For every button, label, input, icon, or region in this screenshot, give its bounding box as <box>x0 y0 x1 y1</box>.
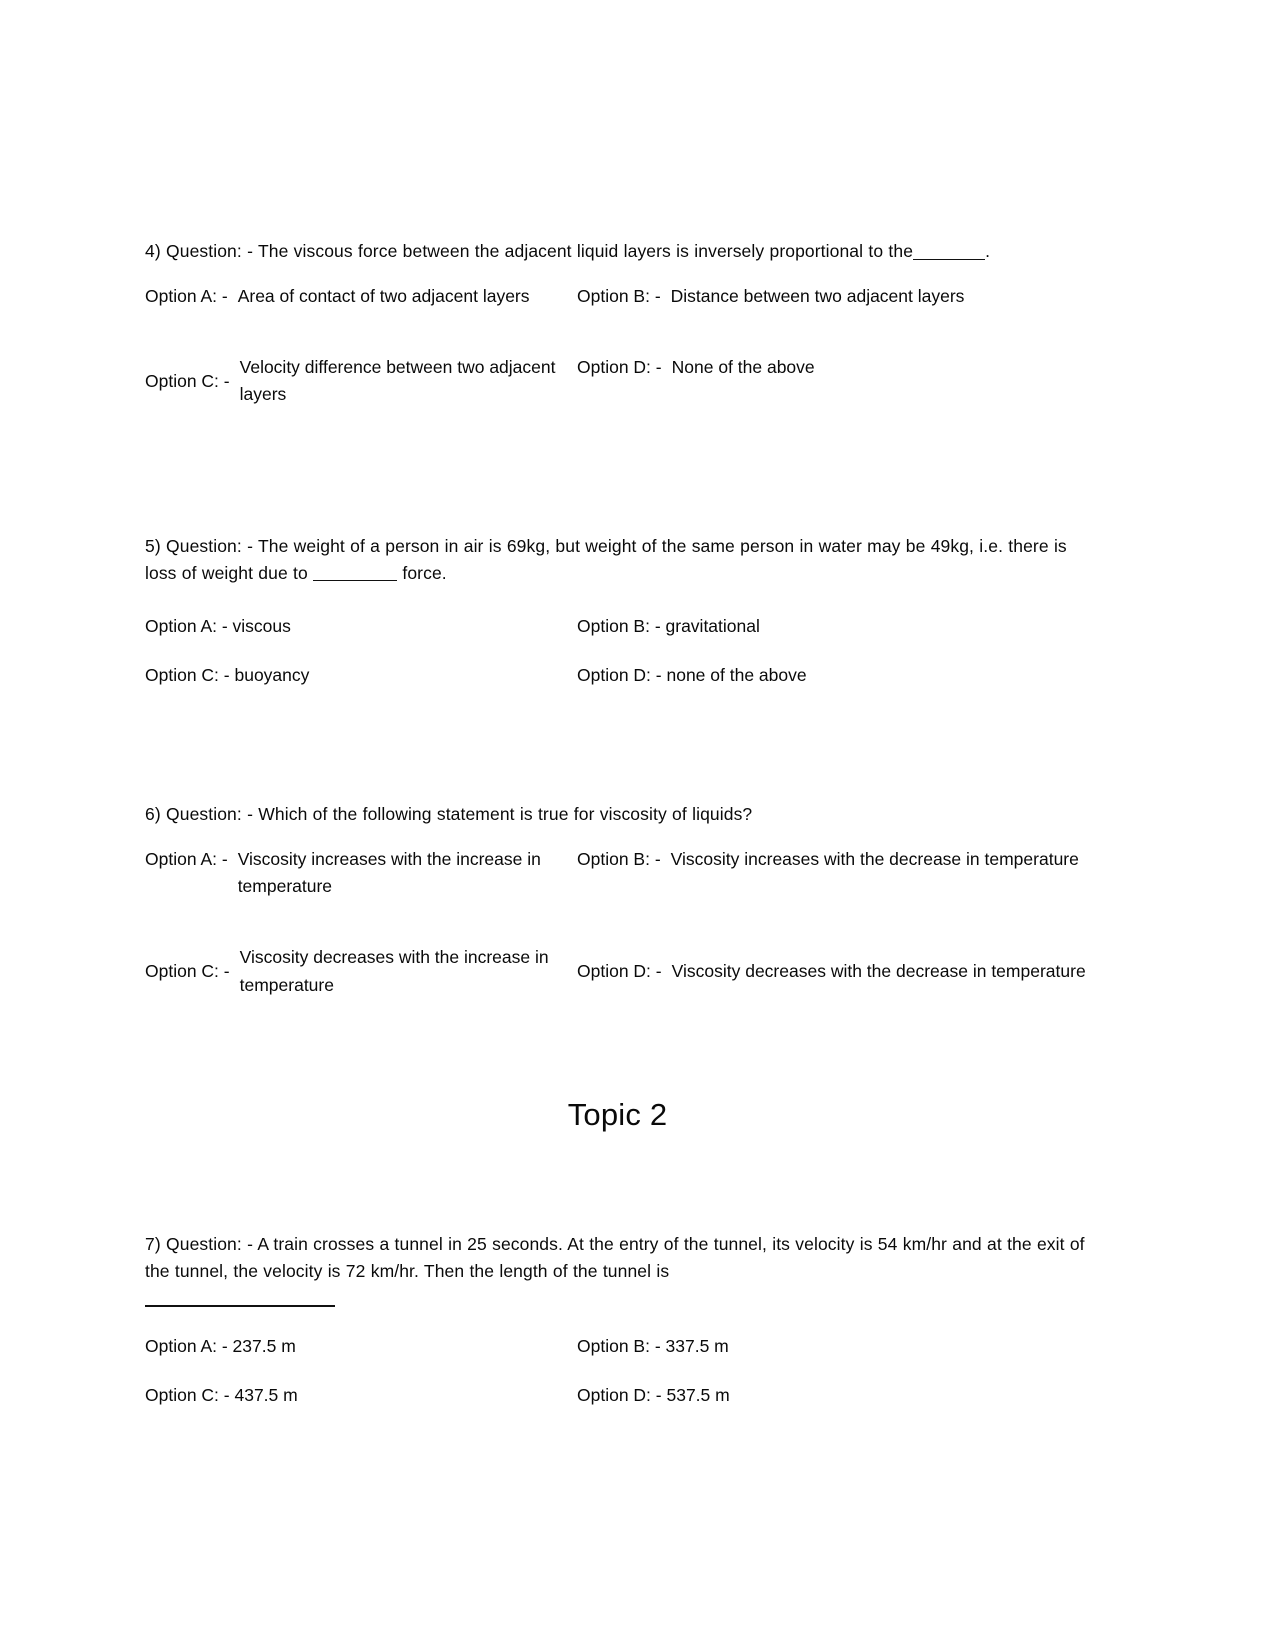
option-b[interactable] <box>577 613 1090 640</box>
question-7-options-row-1 <box>145 1333 1090 1360</box>
spacer <box>145 640 1090 662</box>
page-content <box>145 238 1090 1409</box>
option-d-value: None of the above <box>671 357 815 378</box>
option-a[interactable] <box>145 283 577 310</box>
option-d[interactable] <box>577 1382 1090 1409</box>
option-c-value: Velocity difference between two adjacent layers <box>239 357 556 405</box>
option-c-label: Option C: - <box>145 370 230 391</box>
spacer <box>145 1135 1090 1231</box>
option-b-label: Option B: - <box>577 849 661 870</box>
option-d-label: Option D: - 537.5 m <box>577 1385 730 1406</box>
option-c[interactable] <box>145 944 577 998</box>
spacer <box>145 587 1090 613</box>
option-b-label: Option B: - <box>577 286 661 307</box>
option-a[interactable] <box>145 613 577 640</box>
option-a[interactable] <box>145 1333 577 1360</box>
option-d-label: Option D: - <box>577 357 662 378</box>
option-b[interactable] <box>577 846 1090 900</box>
option-a-label: Option A: - <box>145 849 228 870</box>
option-d-label: Option D: - none of the above <box>577 664 807 685</box>
option-c[interactable] <box>145 662 577 689</box>
question-block-4 <box>145 238 1090 409</box>
topic-heading: Topic 2 <box>567 1096 668 1132</box>
option-c[interactable] <box>145 354 577 408</box>
question-5-options-row-2 <box>145 662 1090 689</box>
spacer <box>145 310 1090 354</box>
option-a-label: Option A: - 237.5 m <box>145 1336 296 1357</box>
option-a-value: Viscosity increases with the increase in temperature <box>237 849 541 897</box>
option-b-label: Option B: - gravitational <box>577 615 760 636</box>
option-a-label: Option A: - viscous <box>145 615 291 636</box>
question-5-tail: force. <box>402 562 447 583</box>
option-a[interactable] <box>145 846 577 900</box>
question-block-6 <box>145 801 1090 999</box>
option-a-value: Area of contact of two adjacent layers <box>237 286 530 307</box>
spacer <box>145 828 1090 846</box>
fill-in-blank <box>913 242 985 260</box>
option-c-label: Option C: - buoyancy <box>145 664 310 685</box>
spacer <box>145 900 1090 944</box>
spacer <box>145 265 1090 283</box>
question-4-options-row-1 <box>145 283 1090 310</box>
question-4-text <box>145 238 1090 265</box>
option-c-label: Option C: - <box>145 960 230 981</box>
option-d[interactable] <box>577 662 1090 689</box>
spacer <box>145 1360 1090 1382</box>
option-b-label: Option B: - 337.5 m <box>577 1336 729 1357</box>
option-c-label: Option C: - 437.5 m <box>145 1385 298 1406</box>
question-5-text <box>145 533 1090 587</box>
question-7-options-row-2 <box>145 1382 1090 1409</box>
option-c[interactable] <box>145 1382 577 1409</box>
question-5-options-row-1 <box>145 613 1090 640</box>
question-4-options-row-2 <box>145 354 1090 408</box>
option-c-value: Viscosity decreases with the increase in temperature <box>239 947 549 995</box>
question-6-options-row-1 <box>145 846 1090 900</box>
question-6-options-row-2 <box>145 944 1090 998</box>
spacer <box>145 409 1090 533</box>
question-6-text: 6) Question: - Which of the following statement is true for viscosity of liquids? <box>145 804 753 824</box>
fill-in-blank <box>313 564 397 582</box>
option-b-value: Viscosity increases with the decrease in temperature <box>670 849 1079 870</box>
question-7-text: 7) Question: - A train crosses a tunnel in 25 seconds. At the entry of the tunnel, its velocity is 54 km/hr and at the exit of the tunnel, the velocity is 72 km/hr. Then the length of the tunnel is <box>145 1233 1085 1282</box>
question-5-stem: 5) Question: - The weight of a person in air is 69kg, but weight of the same person in water may be 49kg, i.e. there is loss of weight due to <box>145 535 1067 583</box>
question-block-5 <box>145 533 1090 690</box>
option-b[interactable] <box>577 1333 1090 1360</box>
option-d-label: Option D: - <box>577 960 662 981</box>
question-block-7 <box>145 1231 1090 1410</box>
spacer <box>145 689 1090 801</box>
option-d-value: Viscosity decreases with the decrease in temperature <box>671 960 1086 981</box>
option-d[interactable] <box>577 944 1090 998</box>
spacer <box>145 999 1090 1095</box>
question-4-stem: 4) Question: - The viscous force between the adjacent liquid layers is inversely proportional to the <box>145 241 914 261</box>
question-4-tail: . <box>985 241 991 261</box>
spacer <box>145 1307 1090 1333</box>
option-b[interactable] <box>577 283 1090 310</box>
option-b-value: Distance between two adjacent layers <box>670 286 965 307</box>
option-d[interactable] <box>577 354 1090 408</box>
option-a-label: Option A: - <box>145 286 228 307</box>
